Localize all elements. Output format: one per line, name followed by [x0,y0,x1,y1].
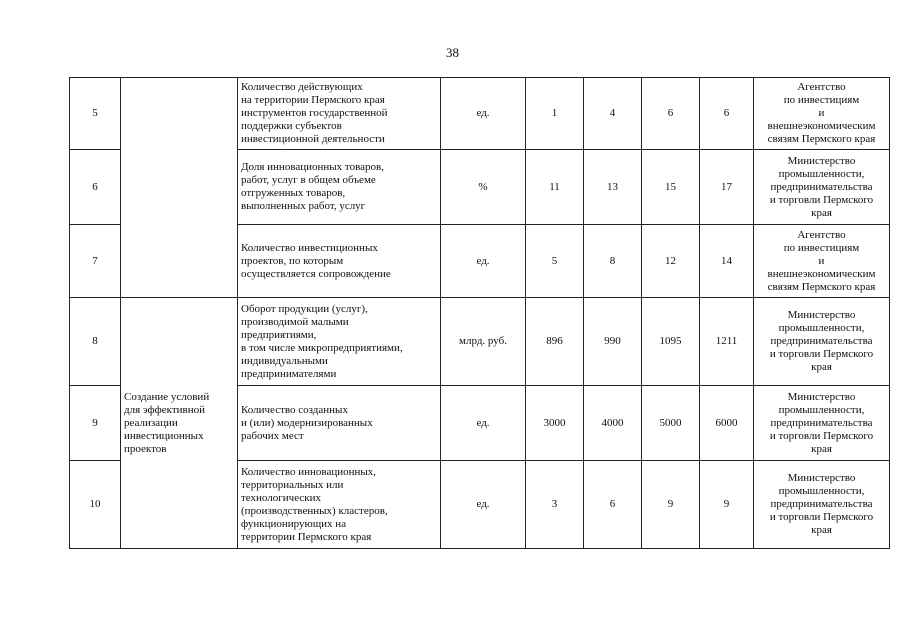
row-number: 8 [70,298,121,386]
unit-cell: ед. [441,461,526,549]
unit-cell: % [441,150,526,225]
goal-cell: Создание условий для эффективной реализации инвестиционных проектов [121,298,238,549]
unit-cell: ед. [441,225,526,298]
value-year-3: 1095 [642,298,700,386]
value-year-4: 9 [700,461,754,549]
indicator-name: Доля инновационных товаров, работ, услуг в общем объеме отгруженных товаров, выполненных работ, услуг [238,150,441,225]
table-row [70,78,890,150]
value-year-1: 896 [526,298,584,386]
row-number: 6 [70,150,121,225]
value-year-1: 3000 [526,386,584,461]
value-year-4: 1211 [700,298,754,386]
page-number: 38 [446,45,459,60]
value-year-1: 3 [526,461,584,549]
value-year-4: 14 [700,225,754,298]
unit-cell: млрд. руб. [441,298,526,386]
value-year-3: 15 [642,150,700,225]
value-year-1: 1 [526,78,584,150]
goal-cell-empty [121,78,238,298]
indicator-name: Количество инновационных, территориальных или технологических (производственных) кластеров, функционирующих на территории Пермского края [238,461,441,549]
responsible-body: Министерство промышленности, предпринимательства и торговли Пермского края [754,298,890,386]
indicator-name: Количество действующих на территории Пермского края инструментов государственной поддержки субъектов инвестиционной деятельности [238,78,441,150]
value-year-4: 6000 [700,386,754,461]
indicators-table [69,77,890,549]
value-year-2: 6 [584,461,642,549]
value-year-3: 5000 [642,386,700,461]
responsible-body: Министерство промышленности, предпринимательства и торговли Пермского края [754,386,890,461]
value-year-2: 990 [584,298,642,386]
value-year-4: 6 [700,78,754,150]
value-year-1: 5 [526,225,584,298]
value-year-3: 9 [642,461,700,549]
row-number: 7 [70,225,121,298]
responsible-body: Агентство по инвестициям и внешнеэкономическим связям Пермского края [754,78,890,150]
value-year-4: 17 [700,150,754,225]
responsible-body: Министерство промышленности, предпринимательства и торговли Пермского края [754,150,890,225]
value-year-2: 8 [584,225,642,298]
indicator-name: Количество инвестиционных проектов, по которым осуществляется сопровождение [238,225,441,298]
row-number: 5 [70,78,121,150]
unit-cell: ед. [441,78,526,150]
indicator-name: Количество созданных и (или) модернизированных рабочих мест [238,386,441,461]
value-year-2: 13 [584,150,642,225]
responsible-body: Министерство промышленности, предпринимательства и торговли Пермского края [754,461,890,549]
row-number: 9 [70,386,121,461]
row-number: 10 [70,461,121,549]
value-year-3: 6 [642,78,700,150]
responsible-body: Агентство по инвестициям и внешнеэкономическим связям Пермского края [754,225,890,298]
value-year-2: 4 [584,78,642,150]
value-year-1: 11 [526,150,584,225]
indicator-name: Оборот продукции (услуг), производимой малыми предприятиями, в том числе микропредприятиями, индивидуальными предпринимателями [238,298,441,386]
value-year-2: 4000 [584,386,642,461]
table-row [70,298,890,386]
value-year-3: 12 [642,225,700,298]
unit-cell: ед. [441,386,526,461]
